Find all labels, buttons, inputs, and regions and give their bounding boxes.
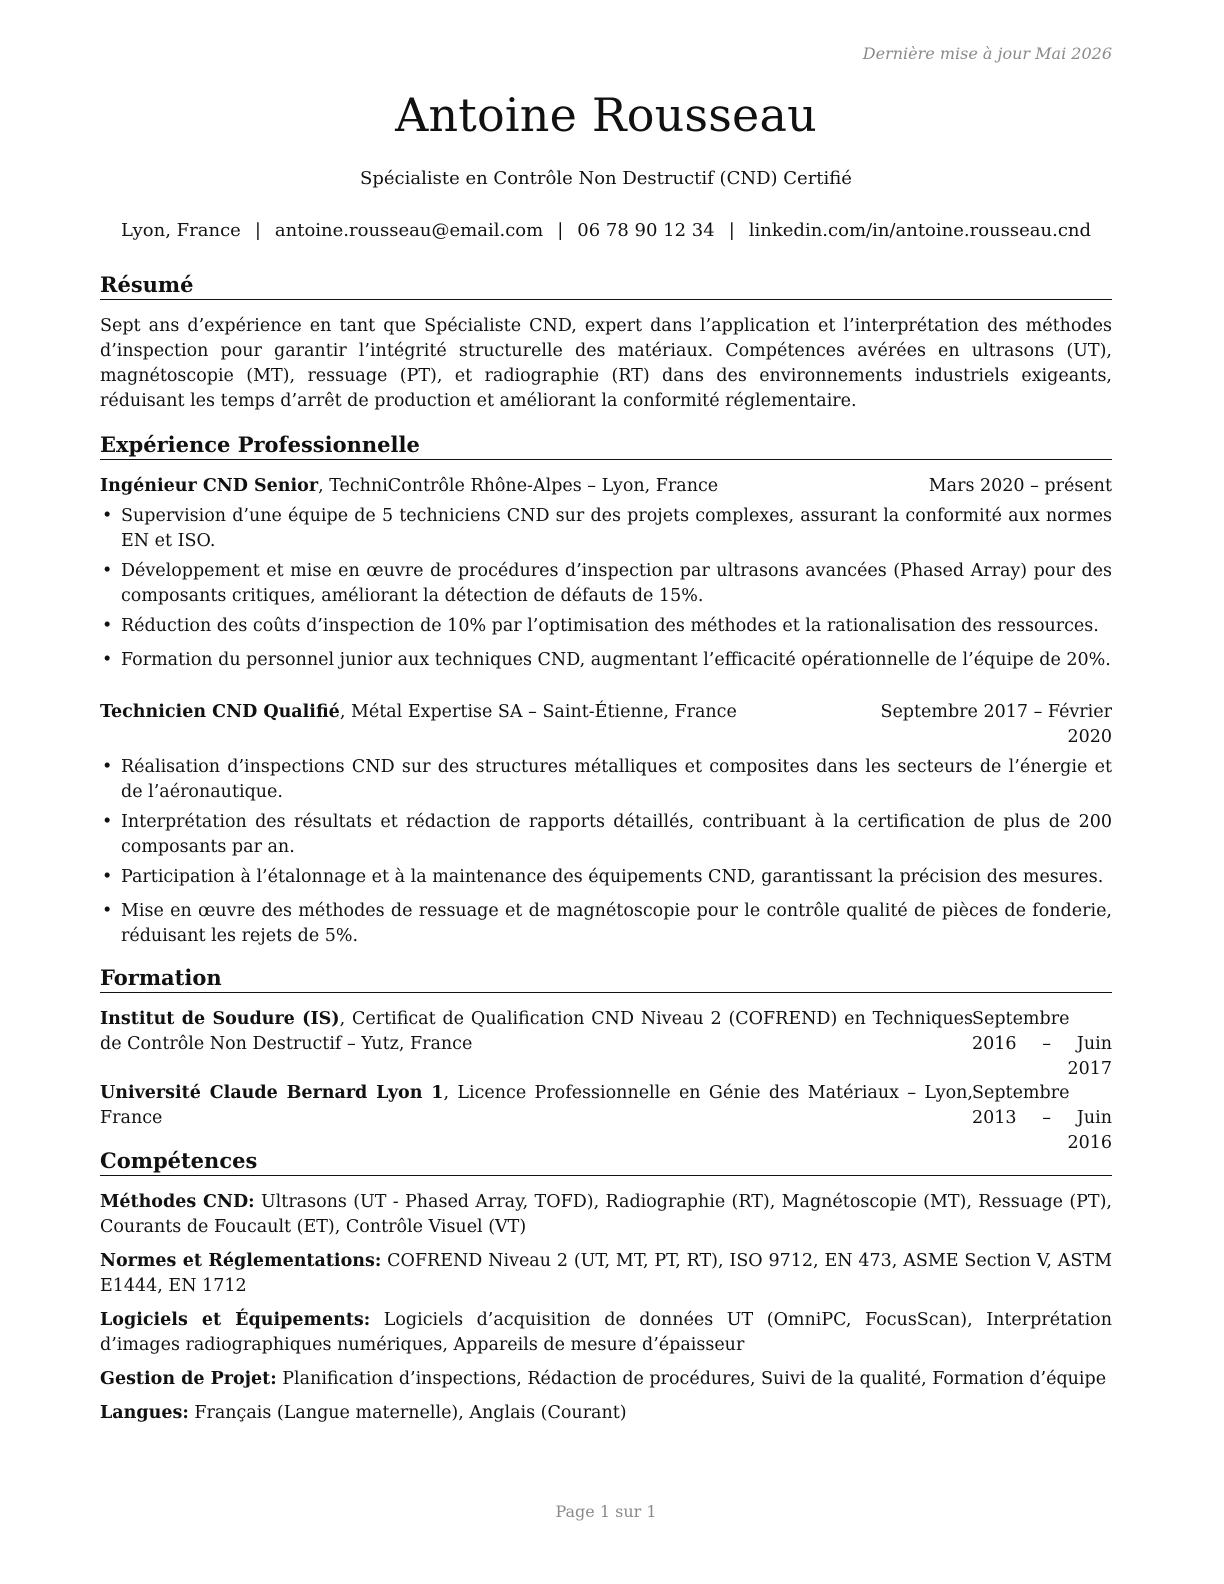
contact-separator: |: [728, 220, 735, 241]
skill-label: Gestion de Projet:: [100, 1369, 277, 1389]
list-item: • Mise en œuvre des méthodes de ressuage et de magnétoscopie pour le contrôle qualité de pièces de fonderie, réduisant les rejets de 5%.: [102, 901, 1112, 946]
education-dates: Septembre 2016 – Juin 2017: [972, 1009, 1112, 1079]
skill-value: COFREND Niveau 2 (UT, MT, PT, RT), ISO 9712, EN 473, ASME Section V, ASTM E1444, EN 1712: [100, 1251, 1112, 1296]
skill-row: [100, 1308, 1112, 1358]
list-item: • Développement et mise en œuvre de procédures d’inspection par ultrasons avancées (Phased Array) pour des composants critiques, améliorant la détection de défauts de 15%.: [102, 561, 1112, 606]
list-item: • Formation du personnel junior aux techniques CND, augmentant l’efficacité opérationnelle de l’équipe de 20%.: [102, 650, 1111, 670]
list-item: • Réduction des coûts d’inspection de 10% par l’optimisation des méthodes et la rationalisation des ressources.: [102, 616, 1099, 636]
page-number: Page 1 sur 1: [555, 1502, 657, 1521]
skill-row: [100, 1190, 1112, 1240]
education-details: , Licence Professionnelle en Génie des Matériaux – Lyon, France: [100, 1083, 973, 1128]
skills-list: [100, 1190, 1112, 1435]
contact-separator: |: [254, 220, 261, 241]
contact-email-link[interactable]: antoine.rousseau@email.com: [274, 220, 544, 241]
candidate-title: Spécialiste en Contrôle Non Destructif (CND) Certifié: [360, 168, 852, 189]
education-dates: Septembre 2013 – Juin 2016: [972, 1083, 1112, 1153]
contact-phone[interactable]: 06 78 90 12 34: [577, 220, 715, 241]
job-dates: Mars 2020 – présent: [928, 476, 1112, 496]
education-description: [100, 1007, 973, 1057]
last-updated: Dernière mise à jour Mai 2026: [862, 44, 1112, 63]
skill-value: Logiciels d’acquisition de données UT (OmniPC, FocusScan), Interprétation d’images radiographiques numériques, Appareils de mesure d’épaisseur: [100, 1310, 1112, 1355]
job-role: Technicien CND Qualifié: [100, 702, 340, 722]
education-details: , Certificat de Qualification CND Niveau 2 (COFREND) en Techniques de Contrôle Non Destructif – Yutz, France: [100, 1009, 973, 1054]
skill-value: Français (Langue maternelle), Anglais (Courant): [188, 1403, 627, 1423]
contact-location: Lyon, France: [120, 220, 241, 241]
job-role: Ingénieur CND Senior: [100, 476, 319, 496]
job-dates: Septembre 2017 – Février 2020: [880, 702, 1112, 747]
contact-separator: |: [557, 220, 564, 241]
job-title-company: [100, 700, 737, 725]
education-school: Université Claude Bernard Lyon 1: [100, 1083, 444, 1103]
skill-row: [100, 1249, 1112, 1299]
skill-value: Planification d’inspections, Rédaction de procédures, Suivi de la qualité, Formation d’équipe: [276, 1369, 1107, 1389]
job-company: , Métal Expertise SA – Saint-Étienne, France: [339, 702, 737, 722]
job-title-company: [100, 474, 718, 499]
list-item: • Participation à l’étalonnage et à la maintenance des équipements CND, garantissant la précision des mesures.: [102, 867, 1104, 887]
section-title-education: Formation: [100, 965, 1112, 993]
list-item: • Interprétation des résultats et rédaction de rapports détaillés, contribuant à la certification de plus de 200 composants par an.: [102, 812, 1112, 857]
job-bullet-list: [100, 755, 1112, 954]
section-title-summary: Résumé: [100, 272, 1112, 300]
summary-text: Sept ans d’expérience en tant que Spécialiste CND, expert dans l’application et l’interprétation des méthodes d’inspection pour garantir l’intégrité structurelle des matériaux. Compétences avérées en ultrasons (UT), magnétoscopie (MT), ressuage (PT), et radiographie (RT) dans des environnements industriels exigeants, réduisant les temps d’arrêt de production et améliorant la conformité réglementaire.: [100, 316, 1112, 411]
section-title-skills: Compétences: [100, 1148, 1112, 1176]
skill-label: Méthodes CND:: [100, 1192, 255, 1212]
contact-line: [100, 220, 1112, 241]
job-bullet-list: [100, 504, 1112, 678]
contact-linkedin-link[interactable]: linkedin.com/in/antoine.rousseau.cnd: [748, 220, 1092, 241]
section-title-experience: Expérience Professionnelle: [100, 432, 1112, 460]
candidate-name: Antoine Rousseau: [395, 88, 817, 142]
education-school: Institut de Soudure (IS): [100, 1009, 340, 1029]
list-item: • Supervision d’une équipe de 5 techniciens CND sur des projets complexes, assurant la conformité aux normes EN et ISO.: [102, 506, 1112, 551]
skill-value: Ultrasons (UT - Phased Array, TOFD), Radiographie (RT), Magnétoscopie (MT), Ressuage (PT), Courants de Foucault (ET), Contrôle Visuel (VT): [100, 1192, 1112, 1237]
list-item: • Réalisation d’inspections CND sur des structures métalliques et composites dans les secteurs de l’énergie et de l’aéronautique.: [102, 757, 1112, 802]
skill-label: Logiciels et Équipements:: [100, 1310, 371, 1330]
skill-row: [100, 1401, 1112, 1426]
job-company: , TechniContrôle Rhône-Alpes – Lyon, France: [318, 476, 719, 496]
resume-page: [100, 0, 1112, 1584]
skill-label: Normes et Réglementations:: [100, 1251, 382, 1271]
skill-row: [100, 1367, 1112, 1392]
education-description: [100, 1081, 973, 1131]
skill-label: Langues:: [100, 1403, 189, 1423]
